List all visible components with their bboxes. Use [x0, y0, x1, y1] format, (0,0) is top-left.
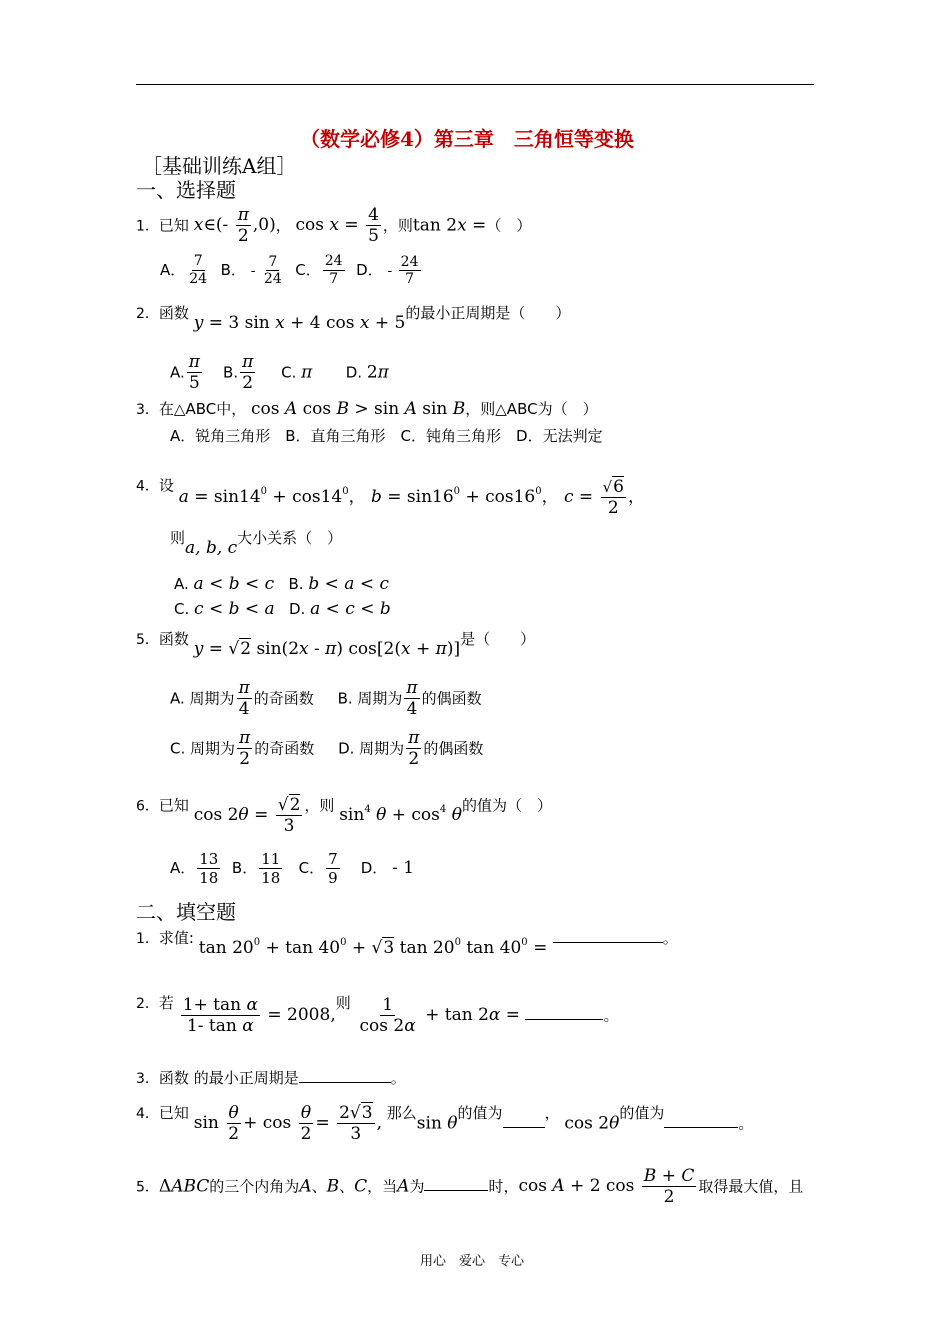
fill-q4-blank1[interactable]: [503, 1127, 545, 1128]
fill-q4-blank2[interactable]: [664, 1127, 738, 1128]
choice-q5: 5．函数 y = √2 sin(2x - π) cos[2(x + π)]是（ ）: [136, 630, 536, 659]
fill-q5: 5．ΔABC的三个内角为A、B、C，当A为 时，cos A + 2 cos $\frac{B + C}{2}$ 取得最大值，且: [136, 1166, 804, 1208]
fill-q1: 1．求值: $\tan 20^0 + \tan 40^0 + √3$ $\tan 20^0$ $\tan 40^0$ = 。: [136, 929, 678, 958]
fill-q2: 2．若 $\frac{\text{1+ tan α}}{\text{1- tan α}}$ = 2008,则 $\frac{1}{\cos 2\alpha}$ + tan 2α = 。: [136, 994, 619, 1037]
choice-q3: 3．在△ABC中， cos A cos B > sin A sin B，则△ABC为（ ）: [136, 399, 598, 419]
group-label: ［基础训练A组］: [142, 154, 297, 178]
fill-q1-math: $\tan 20^0 + \tan 40^0 + √3$ $\tan 20^0$ $\tan 40^0$ =: [198, 937, 553, 958]
q3-math: cos A cos B > sin A sin B: [251, 399, 466, 419]
q2-math: y = 3 sin x + 4 cos x + 5: [193, 313, 406, 333]
q1-math-domain: x∈(- $\frac{\pi}{2}$ ,0): [193, 205, 276, 247]
fill-q4: 4．已知 sin $\frac{\theta}{2}$ + cos $\frac{\theta}{2}$ = $\frac{2√3}{3}$ , 那么sin θ的值为 ， cos 2θ的值为。: [136, 1103, 754, 1145]
choice-q4: 4．设 $a = \sin 14^0 + \cos 14^0$， $b = \sin 16^0 + \cos 16^0$， c = $\frac{√6}{2}$ ，: [136, 476, 645, 519]
header-rule: [136, 84, 814, 85]
fill-q3: 3．函数 的最小正周期是 。: [136, 1069, 406, 1087]
fill-q4-sin: sin θ: [416, 1113, 458, 1134]
q6-math-cos: cos 2θ = $\frac{√2}{3}$: [193, 795, 301, 837]
q4-math: $a = \sin 14^0 + \cos 14^0$， $b = \sin 16^0 + \cos 16^0$， c = $\frac{√6}{2}$ ，: [178, 477, 645, 519]
q6-math-sum: $\sin^4 \theta + \cos^4 \theta$: [339, 804, 462, 826]
choice-q4-prompt: 则a, b, c大小关系（ ）: [170, 529, 343, 558]
choice-q2: 2．函数 y = 3 sin x + 4 cos x + 5的最小正周期是（ ）: [136, 304, 571, 333]
fill-q2-blank[interactable]: [525, 1019, 603, 1020]
fill-q2-math: $\frac{\text{1+ tan α}}{\text{1- tan α}}$ = 2008,: [182, 995, 336, 1037]
choice-q6: 6．已知 cos 2θ = $\frac{√2}{3}$ ，则 $\sin^4 \theta + \cos^4 \theta$的值为（ ）: [136, 795, 552, 837]
section-choice: 一、选择题: [136, 178, 236, 202]
q1-math-cos: cos x = $\frac{4}{5}$: [295, 205, 379, 247]
fill-q2-math2: $\frac{1}{\cos 2\alpha}$ + tan 2α =: [359, 995, 526, 1037]
fill-q5-blank[interactable]: [424, 1190, 488, 1191]
choice-q4-options-cd: C. c < b < a D. a < c < b: [174, 599, 391, 619]
choice-q2-options: A. $\frac{\pi}{5}$ B. $\frac{\pi}{2}$ C. π D. 2π: [170, 352, 389, 394]
fill-q4-math: sin $\frac{\theta}{2}$ + cos $\frac{\theta}{2}$ = $\frac{2√3}{3}$ ,: [193, 1103, 382, 1145]
choice-q3-options: A．锐角三角形 B．直角三角形 C．钝角三角形 D．无法判定: [170, 427, 603, 445]
choice-q1-options: A． $\frac{7}{24}$ B． - $\frac{7}{24}$ C． $\frac{24}{7}$ D． - $\frac{24}{7}$: [160, 253, 419, 288]
fill-q5-triangle: ΔABC: [158, 1176, 210, 1197]
fill-q4-cos: cos 2θ: [564, 1113, 620, 1134]
fill-q5-math: cos A + 2 cos $\frac{B + C}{2}$: [518, 1166, 695, 1208]
page-title: （数学必修4）第三章 三角恒等变换: [300, 127, 634, 151]
fill-q3-blank[interactable]: [299, 1082, 391, 1083]
choice-q5-options-cd: C. 周期为 $\frac{\pi}{2}$ 的奇函数 D. 周期为 $\frac{\pi}{2}$ 的偶函数: [170, 728, 484, 770]
choice-q5-options-ab: A. 周期为 $\frac{\pi}{4}$ 的奇函数 B. 周期为 $\frac{\pi}{4}$ 的偶函数: [170, 678, 482, 720]
section-fill: 二、填空题: [136, 900, 236, 924]
choice-q1: 1．已知 x∈(- $\frac{\pi}{2}$ ,0)， cos x = $\frac{4}{5}$ ，则tan 2x =（ ）: [136, 205, 532, 247]
page-footer: 用心 爱心 专心: [420, 1254, 525, 1269]
choice-q6-options: A． $\frac{13}{18}$ B． $\frac{11}{18}$ C． $\frac{7}{9}$ D． - 1: [170, 850, 415, 887]
fill-q1-blank[interactable]: [553, 942, 663, 943]
q1-math-tan: tan 2x =: [412, 215, 487, 236]
choice-q4-options-ab: A. a < b < c B. b < a < c: [174, 574, 390, 594]
q5-math: y = √2 sin(2x - π) cos[2(x + π)]: [193, 639, 461, 659]
